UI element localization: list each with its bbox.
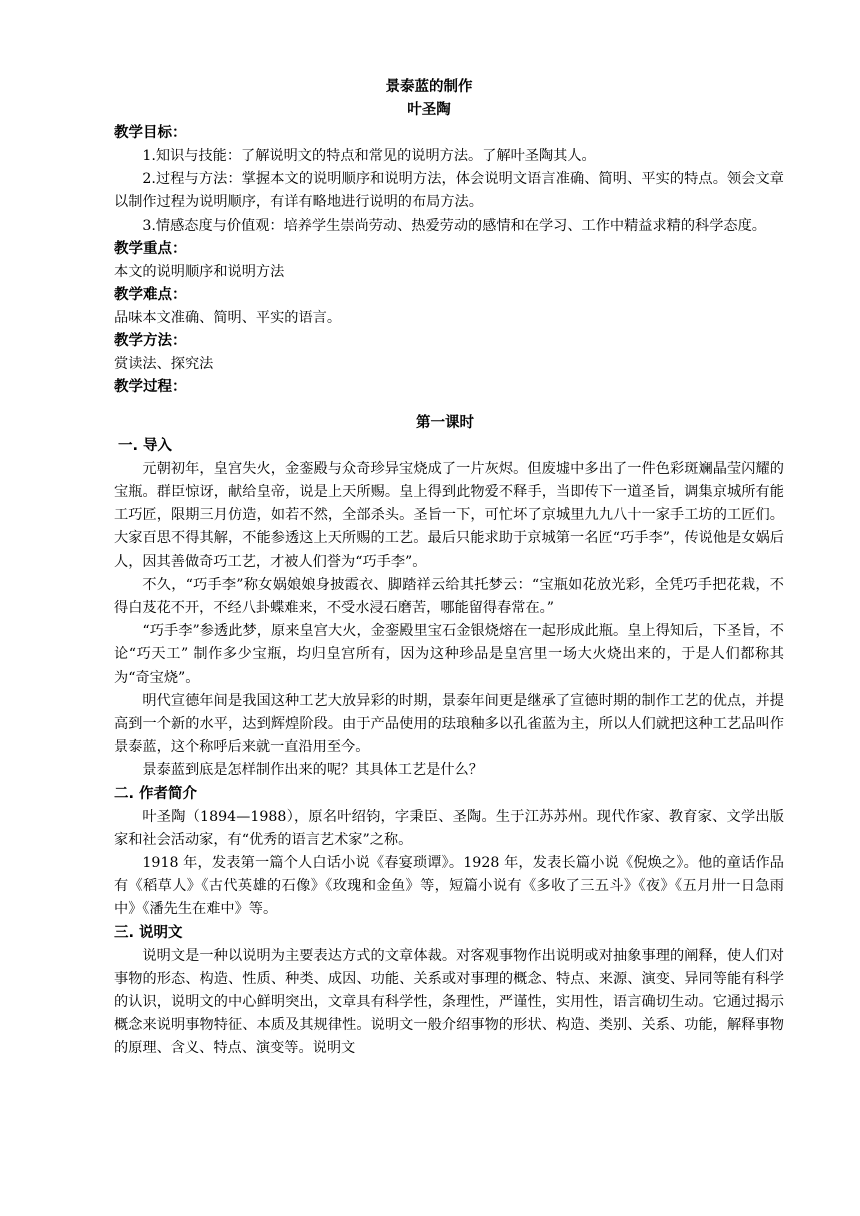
method-heading: 教学方法： — [114, 332, 187, 349]
difficulty-text: 品味本文准确、简明、平实的语言。 — [114, 309, 342, 326]
difficulty-heading: 教学难点： — [114, 286, 187, 303]
section-heading: 三. 说明文 — [114, 924, 183, 941]
section-paragraph: “巧手李”参透此梦，原来皇宫大火，金銮殿里宝石金银烧熔在一起形成此瓶。皇上得知后，下圣旨，不论“巧天工” 制作多少宝瓶，均归皇宫所有，因为这种珍品是皇宫里一场大火烧出来的，于是人们都称其为“奇宝烧”。 — [114, 623, 784, 686]
document-author: 叶圣陶 — [407, 102, 451, 118]
method-text: 赏读法、探究法 — [114, 355, 214, 372]
key-points-text: 本文的说明顺序和说明方法 — [114, 263, 285, 280]
section-paragraph: 叶圣陶（1894—1988），原名叶绍钧，字秉臣、圣陶。生于江苏苏州。现代作家、教育家、文学出版家和社会活动家，有“优秀的语言艺术家”之称。 — [114, 808, 784, 848]
objective-item: 1.知识与技能：了解说明文的特点和常见的说明方法。了解叶圣陶其人。 — [142, 148, 596, 164]
section-paragraph: 不久，“巧手李”称女娲娘娘身披霞衣、脚踏祥云给其托梦云：“宝瓶如花放光彩，全凭巧手把花栽，不得白芨花不开，不经八卦蝶难来，不受水浸石磨苦，哪能留得春常在。” — [114, 576, 784, 617]
objective-item: 3.情感态度与价值观：培养学生崇尚劳动、热爱劳动的感情和在学习、工作中精益求精的科学态度。 — [142, 217, 766, 234]
lesson-title: 第一课时 — [416, 414, 474, 431]
section-paragraph: 景泰蓝到底是怎样制作出来的呢？其具体工艺是什么？ — [142, 762, 483, 779]
objectives-heading: 教学目标： — [114, 125, 187, 141]
section-heading: 一. 导入 — [118, 437, 173, 454]
section-paragraph: 元朝初年，皇宫失火，金銮殿与众奇珍异宝烧成了一片灰烬。但废墟中多出了一件色彩斑斓晶莹闪耀的宝瓶。群臣惊讶，献给皇帝，说是上天所赐。皇上得到此物爱不释手，当即传下一道圣旨，调集京城所有能工巧匠，限期三月仿造，如若不然，全部杀头。圣旨一下，可忙坏了京城里九九八十一家手工坊的工匠们。大家百思不得其解，不能参透这上天所赐的工艺。最后只能求助于京城第一名匠“巧手李”，传说他是女娲后人，因其善做奇巧工艺，才被人们誉为“巧手李”。 — [114, 460, 784, 570]
key-points-heading: 教学重点： — [114, 240, 187, 257]
document-body — [114, 76, 784, 1061]
section-paragraph: 1918 年，发表第一篇个人白话小说《春宴琐谭》。1928 年，发表长篇小说《倪焕之》。他的童话作品有《稻草人》《古代英雄的石像》《玫瑰和金鱼》等，短篇小说有《多收了三五斗》《夜》《五月卅一日急雨中》《潘先生在难中》等。 — [114, 855, 784, 918]
section-paragraph: 说明文是一种以说明为主要表达方式的文章体裁。对客观事物作出说明或对抽象事理的阐释，使人们对事物的形态、构造、性质、种类、成因、功能、关系或对事理的概念、特点、来源、演变、异同等能有科学的认识，说明文的中心鲜明突出，文章具有科学性，条理性，严谨性，实用性，语言确切生动。它通过揭示概念来说明事物特征、本质及其规律性。说明文一般介绍事物的形状、构造、类别、关系、功能，解释事物的原理、含义、特点、演变等。说明文 — [114, 947, 784, 1057]
document-title: 景泰蓝的制作 — [385, 79, 473, 95]
section-heading: 二. 作者简介 — [114, 785, 198, 802]
section-paragraph: 明代宣德年间是我国这种工艺大放异彩的时期，景泰年间更是继承了宣德时期的制作工艺的优点，并提高到一个新的水平，达到辉煌阶段。由于产品使用的珐琅釉多以孔雀蓝为主，所以人们就把这种工艺品叫作景泰蓝，这个称呼后来就一直沿用至今。 — [114, 692, 784, 756]
process-heading: 教学过程： — [114, 378, 187, 395]
objective-item: 2.过程与方法：掌握本文的说明顺序和说明方法，体会说明文语言准确、简明、平实的特点。领会文章以制作过程为说明顺序，有详有略地进行说明的布局方法。 — [114, 171, 784, 211]
